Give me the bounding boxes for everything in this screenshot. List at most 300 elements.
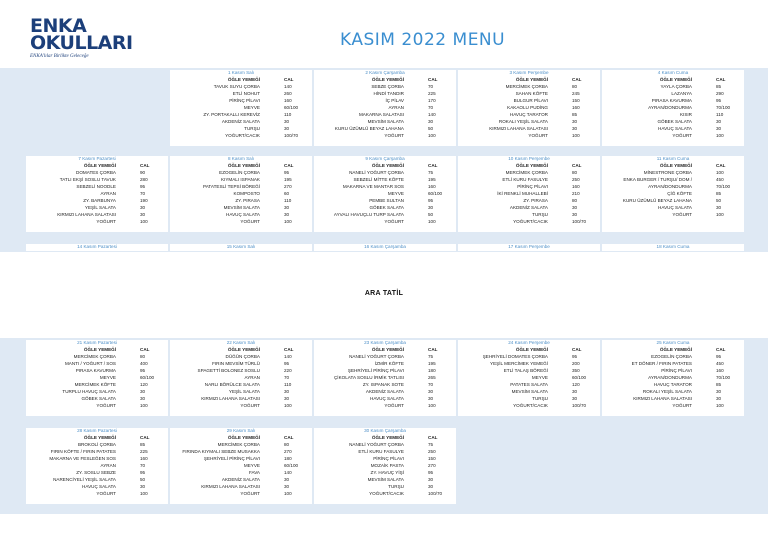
- day-cell: [170, 156, 312, 232]
- cal-header: CAL: [428, 347, 438, 352]
- meal-item: EZOGELİN ÇORBA: [219, 170, 260, 175]
- meal-calorie: 75: [428, 354, 434, 359]
- day-cell: [458, 156, 600, 232]
- meal-list: [322, 162, 456, 225]
- meal-item: HAVUÇ SALATA: [658, 126, 692, 131]
- meal-item: KISIR: [680, 112, 692, 117]
- meal-calorie: 260: [284, 91, 292, 96]
- meal-calorie: 30: [140, 389, 146, 394]
- meal-item: YOĞURT: [384, 403, 404, 408]
- meal-item: HAVUÇ SALATA: [370, 396, 404, 401]
- meal-calorie: 160: [140, 456, 148, 461]
- day-cell: [314, 70, 456, 146]
- meal-item: YOĞURT: [240, 491, 260, 496]
- day-date: 3 Kasım Perşembe: [509, 70, 549, 75]
- meal-item: HAVUÇ TARATOR: [509, 112, 548, 117]
- meal-list: [610, 162, 744, 218]
- day-cell: [602, 340, 744, 416]
- meal-item: BULGUR PİLAVI: [513, 98, 548, 103]
- meal-calorie: 100: [140, 491, 148, 496]
- meal-calorie: 50: [716, 198, 722, 203]
- meal-item: HİNDİ TANDIR: [373, 91, 404, 96]
- day-cell: [602, 156, 744, 232]
- meal-calorie: 350: [572, 368, 580, 373]
- day-date: 1 Kasım Salı: [227, 70, 255, 75]
- meal-calorie: 95: [716, 98, 722, 103]
- meal-calorie: 270: [428, 463, 436, 468]
- meal-list: [466, 346, 600, 409]
- day-cell: [314, 244, 456, 251]
- meal-calorie: 110: [716, 112, 724, 117]
- meal-calorie: 60/100: [428, 191, 443, 196]
- meal-list: [322, 76, 456, 139]
- meal-item: PİRİNÇ PİLAVI: [517, 184, 548, 189]
- meal-item: ZY. BARBUNYA: [83, 198, 116, 203]
- meal-header: ÖĞLE YEMEĞİ: [659, 163, 692, 168]
- meal-calorie: 120: [572, 382, 580, 387]
- meal-calorie: 140: [428, 112, 436, 117]
- meal-calorie: 265: [428, 375, 436, 380]
- meal-item: HAVUÇ SALATA: [658, 205, 692, 210]
- meal-calorie: 30: [428, 484, 434, 489]
- meal-item: PIRASA KAVURMA: [75, 368, 116, 373]
- meal-calorie: 30: [140, 205, 146, 210]
- meal-item: AKDENİZ SALATA: [221, 119, 260, 124]
- meal-calorie: 190: [140, 198, 148, 203]
- meal-calorie: 30: [140, 396, 146, 401]
- meal-item: PİRİNÇ PİLAVI: [373, 456, 404, 461]
- meal-calorie: 195: [428, 361, 436, 366]
- meal-item: MERCİMEK ÇORBA: [505, 170, 548, 175]
- meal-calorie: 85: [716, 382, 722, 387]
- meal-item: ŞEHRİYELİ PİRİNÇ PİLAVI: [347, 368, 404, 373]
- meal-item: FIRIN MEVSİM TÜRLÜ: [212, 361, 260, 366]
- meal-item: ZY. ISPANAK SOTE: [362, 382, 404, 387]
- cal-header: CAL: [140, 347, 150, 352]
- meal-list: [178, 76, 312, 139]
- meal-item: YEŞİL SALATA: [84, 205, 116, 210]
- meal-item: AKDENİZ SALATA: [365, 389, 404, 394]
- meal-calorie: 95: [140, 368, 146, 373]
- day-cell: [170, 428, 312, 504]
- meal-item: MAKARNA SALATASI: [358, 112, 404, 117]
- day-cell: [458, 244, 600, 251]
- meal-item: MEVSİM SALATA: [367, 119, 404, 124]
- meal-item: YOĞURT: [384, 133, 404, 138]
- meal-header: ÖĞLE YEMEĞİ: [515, 77, 548, 82]
- meal-item: TURPLU HAVUÇ SALATA: [62, 389, 116, 394]
- cal-header: CAL: [284, 77, 294, 82]
- meal-calorie: 220: [284, 368, 292, 373]
- day-cell: [602, 70, 744, 146]
- meal-calorie: 50: [140, 477, 146, 482]
- meal-header: ÖĞLE YEMEĞİ: [515, 163, 548, 168]
- meal-calorie: 75: [428, 170, 434, 175]
- meal-item: FIRINDA KIYMALI SEBZE MUSAKKA: [182, 449, 260, 454]
- meal-calorie: 195: [284, 177, 292, 182]
- logo-line-2: OKULLARI: [30, 32, 133, 54]
- meal-calorie: 250: [572, 177, 580, 182]
- cal-header: CAL: [716, 347, 726, 352]
- day-cell: [458, 340, 600, 416]
- cal-header: CAL: [140, 435, 150, 440]
- meal-calorie: 30: [428, 389, 434, 394]
- cal-header: CAL: [572, 163, 582, 168]
- day-date: 8 Kasım Salı: [227, 156, 255, 161]
- meal-calorie: 30: [572, 396, 578, 401]
- meal-item: İÇ PİLAV: [385, 98, 404, 103]
- meal-calorie: 30: [140, 484, 146, 489]
- meal-calorie: 60/100: [284, 463, 299, 468]
- meal-item: TURŞU: [244, 126, 260, 131]
- meal-item: ŞEHRİYELİ DOMATES ÇORBA: [482, 354, 548, 359]
- meal-item: HAVUÇ SALATA: [226, 212, 260, 217]
- meal-calorie: 150: [572, 98, 580, 103]
- break-label: ARA TATİL: [364, 290, 404, 297]
- meal-calorie: 160: [428, 184, 436, 189]
- day-cell: [314, 428, 456, 504]
- meal-item: ETLİ TALAŞ BÖREĞİ: [503, 368, 548, 373]
- meal-calorie: 30: [572, 212, 578, 217]
- meal-item: TURŞU: [388, 484, 404, 489]
- meal-list: [322, 346, 456, 409]
- meal-calorie: 60/100: [140, 375, 155, 380]
- day-date: 9 Kasım Çarşamba: [365, 156, 405, 161]
- meal-header: ÖĞLE YEMEĞİ: [659, 77, 692, 82]
- day-date: 29 Kasım Salı: [226, 428, 256, 433]
- meal-calorie: 100/70: [428, 491, 443, 496]
- meal-item: MEYVE: [531, 375, 548, 380]
- meal-item: ETLİ NOHUT: [232, 91, 260, 96]
- page-title: KASIM 2022 MENU: [340, 30, 506, 50]
- meal-list: [178, 346, 312, 409]
- meal-calorie: 95: [284, 361, 290, 366]
- meal-item: YOĞURT: [672, 133, 692, 138]
- meal-calorie: 30: [716, 205, 722, 210]
- day-date: 2 Kasım Çarşamba: [365, 70, 405, 75]
- meal-calorie: 170: [428, 98, 436, 103]
- day-date: 11 Kasım Cuma: [656, 156, 690, 161]
- meal-item: KIRMIZI LAHANA SALATASI: [633, 396, 692, 401]
- meal-header: ÖĞLE YEMEĞİ: [227, 435, 260, 440]
- day-date: 16 Kasım Çarşamba: [364, 244, 406, 249]
- meal-item: HAVUÇ TARATOR: [653, 382, 692, 387]
- meal-calorie: 30: [284, 205, 290, 210]
- meal-item: ÇİKOLATA SOSLU İRMİK TATLISI: [333, 375, 404, 380]
- meal-item: KIRMIZI LAHANA SALATASI: [57, 212, 116, 217]
- meal-calorie: 30: [428, 119, 434, 124]
- day-cell: [314, 340, 456, 416]
- meal-calorie: 30: [716, 396, 722, 401]
- meal-calorie: 290: [716, 91, 724, 96]
- meal-item: ENKA BURGER / TURŞU/ DOM /: [623, 177, 692, 182]
- meal-calorie: 70: [428, 105, 434, 110]
- meal-calorie: 95: [284, 170, 290, 175]
- meal-calorie: 100: [716, 133, 724, 138]
- meal-item: SPAGETTİ BOLONEZ SOSLU: [197, 368, 260, 373]
- meal-item: ZY. HAVUÇ YİŞİ: [370, 470, 404, 475]
- meal-calorie: 30: [284, 119, 290, 124]
- meal-header: ÖĞLE YEMEĞİ: [371, 163, 404, 168]
- meal-calorie: 100: [140, 403, 148, 408]
- cal-header: CAL: [716, 77, 726, 82]
- meal-item: KIRMIZI LAHANA SALATASI: [489, 126, 548, 131]
- meal-item: GÖBEK SALATA: [657, 119, 692, 124]
- meal-calorie: 85: [716, 84, 722, 89]
- meal-item: TATLI EKŞİ SOSLU TAVUK: [59, 177, 116, 182]
- meal-item: MAKARNA VE MANTAR SOS: [342, 184, 404, 189]
- meal-calorie: 30: [284, 396, 290, 401]
- meal-calorie: 30: [428, 396, 434, 401]
- logo-tagline: ENKA'lılar Birlikte Geleceğe: [30, 54, 89, 59]
- meal-calorie: 30: [572, 389, 578, 394]
- meal-item: ZY. PIRASA: [523, 198, 548, 203]
- meal-item: YEŞİL SALATA: [228, 389, 260, 394]
- meal-item: PIRASA KAVURMA: [651, 98, 692, 103]
- meal-calorie: 100: [428, 219, 436, 224]
- meal-item: SEBZELİ NOODLE: [76, 184, 116, 189]
- logo-line-1: ENKA: [30, 15, 87, 37]
- meal-item: AYVALI HAVUÇLU TURP SALATA: [333, 212, 404, 217]
- meal-calorie: 95: [428, 198, 434, 203]
- meal-calorie: 180: [428, 368, 436, 373]
- meal-item: AYRAN/DONDURMA: [648, 105, 692, 110]
- meal-item: KOMPOSTO: [233, 191, 260, 196]
- meal-item: YOĞURT: [672, 212, 692, 217]
- meal-item: AKDENİZ SALATA: [509, 205, 548, 210]
- meal-calorie: 85: [140, 442, 146, 447]
- cal-header: CAL: [572, 77, 582, 82]
- meal-header: ÖĞLE YEMEĞİ: [227, 163, 260, 168]
- meal-calorie: 30: [572, 205, 578, 210]
- day-cell: [26, 244, 168, 251]
- meal-list: [178, 434, 312, 497]
- meal-item: GÖBEK SALATA: [81, 396, 116, 401]
- meal-calorie: 30: [140, 212, 146, 217]
- meal-item: NARLI BÖRÜLCE SALATA: [204, 382, 260, 387]
- meal-calorie: 60/100: [572, 375, 587, 380]
- meal-item: BROKOLİ ÇORBA: [77, 442, 116, 447]
- meal-calorie: 95: [716, 354, 722, 359]
- meal-item: AKDENİZ SALATA: [221, 477, 260, 482]
- meal-calorie: 100/70: [572, 219, 587, 224]
- day-cell: [26, 340, 168, 416]
- meal-item: KAKAOLU PUDİNG: [507, 105, 548, 110]
- meal-item: SAHAN KÖFTE: [515, 91, 548, 96]
- meal-calorie: 160: [716, 368, 724, 373]
- meal-item: SEBZELİ MİTTE KÖFTE: [353, 177, 404, 182]
- meal-calorie: 70/100: [716, 105, 731, 110]
- meal-calorie: 80: [572, 170, 578, 175]
- day-cell: [26, 156, 168, 232]
- day-date: 18 Kasım Cuma: [656, 244, 690, 249]
- meal-calorie: 100: [284, 219, 292, 224]
- meal-item: YOĞURT/CACIK: [513, 219, 548, 224]
- meal-item: PİRİNÇ PİLAVI: [661, 368, 692, 373]
- cal-header: CAL: [284, 163, 294, 168]
- meal-item: MEVSİM SALATA: [223, 205, 260, 210]
- meal-list: [178, 162, 312, 225]
- meal-calorie: 85: [716, 191, 722, 196]
- day-cell: [170, 70, 312, 146]
- meal-item: AYRAN: [388, 105, 404, 110]
- cal-header: CAL: [284, 347, 294, 352]
- meal-item: YOĞURT/CACIK: [369, 491, 404, 496]
- meal-item: MEYVE: [243, 463, 260, 468]
- meal-item: MERCİMEK ÇORBA: [73, 354, 116, 359]
- meal-calorie: 100: [284, 491, 292, 496]
- meal-item: YEŞİL MERCİMEK YEMEĞİ: [490, 361, 548, 366]
- meal-item: AYRAN/DONDURMA: [648, 184, 692, 189]
- day-date: 15 Kasım Salı: [226, 244, 256, 249]
- meal-header: ÖĞLE YEMEĞİ: [371, 435, 404, 440]
- meal-header: ÖĞLE YEMEĞİ: [83, 347, 116, 352]
- meal-calorie: 30: [428, 205, 434, 210]
- meal-item: AYRAN: [100, 463, 116, 468]
- meal-calorie: 70: [140, 463, 146, 468]
- meal-item: KIRMIZI LAHANA SALATASI: [201, 484, 260, 489]
- cal-header: CAL: [140, 163, 150, 168]
- meal-item: KIRMIZI LAHANA SALATASI: [201, 396, 260, 401]
- day-cell: [314, 156, 456, 232]
- meal-calorie: 100: [716, 170, 724, 175]
- day-date: 23 Kasım Çarşamba: [364, 340, 406, 345]
- meal-item: YOĞURT: [528, 133, 548, 138]
- day-date: 4 Kasım Cuma: [657, 70, 689, 75]
- meal-item: TURŞU: [532, 212, 548, 217]
- meal-calorie: 140: [284, 84, 292, 89]
- meal-item: ET DÖNER / FIRIN PATATES: [631, 361, 692, 366]
- meal-item: ŞEHRİYELİ PİRİNÇ PİLAVI: [203, 456, 260, 461]
- meal-item: MERCİMEK ÇORBA: [505, 84, 548, 89]
- meal-item: ÇİĞ KÖFTE: [667, 191, 692, 196]
- meal-item: MEYVE: [243, 105, 260, 110]
- meal-item: PATATESLİ TEPSİ BÖREĞİ: [202, 184, 260, 189]
- meal-item: MEVSİM SALATA: [367, 477, 404, 482]
- meal-calorie: 195: [428, 177, 436, 182]
- meal-item: ROKALI YEŞİL SALATA: [498, 119, 548, 124]
- day-date: 7 Kasım Pazartesi: [78, 156, 116, 161]
- meal-header: ÖĞLE YEMEĞİ: [659, 347, 692, 352]
- meal-list: [610, 346, 744, 409]
- meal-item: MAKARNA VE FESLEĞEN SOS: [49, 456, 116, 461]
- meal-calorie: 95: [140, 470, 146, 475]
- cal-header: CAL: [572, 347, 582, 352]
- meal-calorie: 70/100: [716, 184, 731, 189]
- meal-calorie: 280: [140, 177, 148, 182]
- cal-header: CAL: [428, 163, 438, 168]
- meal-calorie: 30: [284, 389, 290, 394]
- meal-item: MERCİMEK ÇORBA: [217, 442, 260, 447]
- meal-item: YOĞURT: [240, 403, 260, 408]
- meal-item: MANTI / YOĞURT / SOS: [64, 361, 116, 366]
- meal-calorie: 85: [572, 112, 578, 117]
- day-cell: [458, 70, 600, 146]
- day-date: 30 Kasım Çarşamba: [364, 428, 406, 433]
- cal-header: CAL: [716, 163, 726, 168]
- meal-calorie: 80: [572, 84, 578, 89]
- meal-list: [34, 346, 168, 409]
- meal-item: AYRAN/DONDURMA: [648, 375, 692, 380]
- meal-calorie: 450: [716, 361, 724, 366]
- meal-list: [34, 162, 168, 225]
- meal-calorie: 100: [428, 133, 436, 138]
- meal-header: ÖĞLE YEMEĞİ: [83, 435, 116, 440]
- meal-header: ÖĞLE YEMEĞİ: [83, 163, 116, 168]
- meal-calorie: 75: [428, 442, 434, 447]
- meal-calorie: 95: [572, 354, 578, 359]
- meal-calorie: 110: [284, 112, 292, 117]
- meal-item: MOZAİK PASTA: [370, 463, 404, 468]
- meal-calorie: 70: [428, 382, 434, 387]
- meal-calorie: 30: [716, 389, 722, 394]
- meal-item: MEYVE: [99, 375, 116, 380]
- meal-calorie: 100: [716, 403, 724, 408]
- meal-item: PEMBE SULTAN: [369, 198, 404, 203]
- meal-item: ETLİ KURU FASULYE: [502, 177, 548, 182]
- meal-calorie: 400: [140, 361, 148, 366]
- meal-calorie: 245: [572, 91, 580, 96]
- meal-calorie: 30: [284, 126, 290, 131]
- day-date: 17 Kasım Perşembe: [508, 244, 550, 249]
- meal-calorie: 80: [572, 198, 578, 203]
- day-date: 28 Kasım Pazartesi: [77, 428, 117, 433]
- meal-item: HAVUÇ SALATA: [82, 484, 116, 489]
- meal-calorie: 50: [428, 126, 434, 131]
- meal-item: KIYMALI ISPANAK: [221, 177, 260, 182]
- meal-list: [610, 76, 744, 139]
- meal-calorie: 30: [428, 477, 434, 482]
- meal-calorie: 100/70: [572, 403, 587, 408]
- meal-item: AYRAN: [100, 191, 116, 196]
- meal-header: ÖĞLE YEMEĞİ: [515, 347, 548, 352]
- meal-calorie: 160: [284, 98, 292, 103]
- day-date: 21 Kasım Pazartesi: [77, 340, 117, 345]
- meal-calorie: 250: [428, 449, 436, 454]
- meal-header: ÖĞLE YEMEĞİ: [371, 347, 404, 352]
- meal-item: MİNESTRONE ÇORBA: [643, 170, 692, 175]
- meal-calorie: 270: [284, 449, 292, 454]
- meal-calorie: 100: [428, 403, 436, 408]
- meal-calorie: 100: [284, 403, 292, 408]
- meal-item: PATATES SALATA: [510, 382, 548, 387]
- meal-item: EZOGELİN ÇORBA: [651, 354, 692, 359]
- meal-item: YOĞURT: [96, 403, 116, 408]
- meal-calorie: 210: [572, 191, 580, 196]
- day-cell: [26, 428, 168, 504]
- meal-calorie: 50: [428, 212, 434, 217]
- meal-list: [466, 162, 600, 225]
- meal-calorie: 95: [428, 470, 434, 475]
- meal-calorie: 200: [572, 361, 580, 366]
- meal-item: YOĞURT: [384, 219, 404, 224]
- meal-calorie: 30: [716, 126, 722, 131]
- meal-item: İKİ RENKLİ MUHALLEBİ: [497, 191, 548, 196]
- meal-item: FIRIN KÖFTE / FIRIN PATATES: [50, 449, 116, 454]
- cal-header: CAL: [284, 435, 294, 440]
- meal-calorie: 150: [428, 456, 436, 461]
- meal-calorie: 95: [140, 184, 146, 189]
- meal-item: ZY. PIRASA: [235, 198, 260, 203]
- meal-item: KURU ÜZÜMLÜ BEYAZ LAHANA: [334, 126, 404, 131]
- meal-calorie: 30: [284, 212, 290, 217]
- meal-item: NANELİ YOĞURT ÇORBA: [349, 442, 404, 447]
- meal-item: YAYLA ÇORBA: [660, 84, 692, 89]
- meal-item: AYRAN: [244, 375, 260, 380]
- meal-calorie: 100: [716, 212, 724, 217]
- meal-calorie: 70: [284, 375, 290, 380]
- meal-calorie: 30: [716, 119, 722, 124]
